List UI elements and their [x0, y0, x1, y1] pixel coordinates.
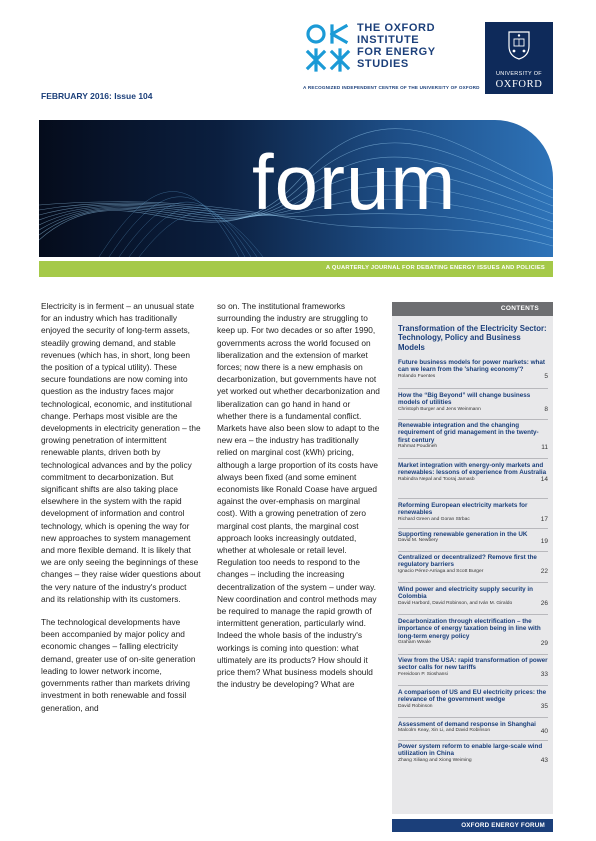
toc-author: David Robinson — [398, 703, 433, 709]
toc-item[interactable] — [398, 422, 548, 451]
university-of-label: UNIVERSITY OF — [496, 71, 542, 77]
toc-page: 29 — [540, 639, 548, 647]
issue-label: FEBRUARY 2016: Issue 104 — [41, 91, 153, 101]
oies-logo-icon — [304, 22, 352, 78]
toc-author: Rabindra Nepal and Tooraj Jamasb — [398, 476, 475, 482]
toc-author: Zhang Xiliang and Xiong Weiming — [398, 757, 472, 763]
contents-sidebar — [392, 302, 553, 814]
toc-author: Richard Green and Goran Strbac — [398, 516, 470, 522]
toc-page: 35 — [540, 703, 548, 711]
toc-page: 33 — [540, 671, 548, 679]
toc-page: 8 — [544, 406, 548, 414]
toc-divider — [398, 528, 548, 529]
toc-divider — [398, 654, 548, 655]
toc-title: Assessment of demand response in Shanghai — [398, 721, 536, 728]
toc-author: Fereidoon P. Sioshansi — [398, 671, 448, 677]
toc-title: Supporting renewable generation in the UK — [398, 531, 528, 538]
contents-label: CONTENTS — [392, 302, 553, 316]
footer-label: OXFORD ENERGY FORUM — [461, 822, 545, 829]
toc-divider — [398, 717, 548, 718]
toc-divider — [398, 419, 548, 420]
toc-item[interactable] — [398, 359, 548, 380]
institute-tagline: A RECOGNIZED INDEPENDENT CENTRE OF THE UNIVERSITY OF OXFORD — [303, 85, 480, 90]
toc-page: 26 — [540, 600, 548, 608]
toc-page: 43 — [540, 757, 548, 765]
institute-name-line: THE OXFORD — [357, 22, 436, 34]
toc-author: David Harbord, David Robinson, and Iván M. Giraldo — [398, 600, 513, 606]
toc-item[interactable] — [398, 586, 548, 607]
toc-divider — [398, 740, 548, 741]
toc-title: Renewable integration and the changing requirement of grid management in the twenty-first century — [398, 422, 539, 444]
toc-divider — [398, 685, 548, 686]
article-paragraph: The technological developments have been accompanied by major policy and economic changes – falling electricity demand, greater use of on-site generation leading to lower network income, governments rather than markets driving investment in both renewable and fossil generation, and — [41, 617, 196, 713]
article-column-1 — [41, 300, 201, 725]
article-column-2 — [217, 300, 380, 702]
toc-title: Market integration with energy-only markets and renewables: lessons of experience from Australia — [398, 462, 547, 477]
toc-divider — [398, 498, 548, 499]
journal-subtitle: A QUARTERLY JOURNAL FOR DEBATING ENERGY ISSUES AND POLICIES — [325, 265, 545, 271]
toc-title: A comparison of US and EU electricity prices: the relevance of the government wedge — [398, 689, 547, 704]
toc-author: Malcolm Keay, Xin Li, and David Robinson — [398, 728, 491, 734]
institute-name — [357, 22, 477, 70]
toc-author: Graham Weale — [398, 640, 431, 646]
university-crest-icon — [507, 30, 531, 60]
toc-divider — [398, 458, 548, 459]
toc-item[interactable] — [398, 721, 548, 735]
toc-divider — [398, 582, 548, 583]
toc-page: 40 — [540, 727, 548, 735]
toc-divider — [398, 388, 548, 389]
contents-heading: Transformation of the Electricity Sector: Technology, Policy and Business Models — [398, 324, 547, 352]
toc-item[interactable] — [398, 462, 548, 483]
article-paragraph: Electricity is in ferment – an unusual state for an industry which has traditionally enjoyed the security of long-term assets, steadily growing demand, and stable revenues (which has, in short, long been the position of a typical utility). These secure foundations are now coming into question as the industry faces major technological, economic, and institutional change. Perhaps most visible are the developments in electricity generation – the growing penetration of intermittent renewable plants, driven both by technological advances and by the policy commitment to decarbonization. But significant shifts are also taking place elsewhere in the system with the rapid development of information and control technology, which is opening the way for new approaches to system management and more flexible demand. It is likely that we are only seeing the beginnings of these changes – they raise wider questions about the very nature of the industry's product and its relationship with its customers. — [41, 301, 201, 604]
toc-title: How the “Big Beyond” will change business models of utilities — [398, 392, 531, 407]
toc-item[interactable] — [398, 689, 548, 710]
institute-name-line: FOR ENERGY — [357, 46, 436, 58]
toc-author: David M. Newbery — [398, 538, 438, 544]
toc-item[interactable] — [398, 392, 548, 413]
journal-subtitle-bar — [39, 261, 553, 277]
toc-item[interactable] — [398, 502, 548, 523]
toc-page: 22 — [540, 568, 548, 576]
university-name-label: OXFORD — [495, 79, 543, 90]
toc-page: 17 — [540, 516, 548, 524]
article-paragraph: so on. The institutional frameworks surrounding the industry are struggling to keep up. For two decades or so after 1990, governments across the world focused on liberalization and the extension of market forces; now there is a new emphasis on decarbonization, but governments have not yet worked out whether decarbonization and liberalization can go hand in hand or whether there is a fundamental conflict. Markets have also been slow to adapt to the new era – the industry has traditionally relied on marginal cost (kWh) pricing, although a large proportion of its costs have always been fixed (and some eminent economists like Ronald Coase have argued against the over-emphasis on marginal cost). With a growing penetration of zero marginal cost plants, the marginal cost approach looks increasingly outdated, whether at wholesale or retail level. Regulation too needs to respond to the changes – including the increasing decentralization of the system – under way. New coordination and control methods may be required to manage the rapid growth of intermittent generation, particularly wind. Indeed the whole basis of the industry's workings is coming into question: what ultimately are its products? How should it price them? What business models should the industry be developing? What are — [217, 301, 380, 690]
toc-title: Reforming European electricity markets for renewables — [398, 502, 528, 517]
toc-page: 19 — [540, 537, 548, 545]
toc-title: Power system reform to enable large-scale wind utilization in China — [398, 743, 543, 758]
toc-divider — [398, 551, 548, 552]
toc-title: Decarbonization through electrification – the importance of energy taxation being in line with long-term energy policy — [398, 618, 541, 640]
toc-title: View from the USA: rapid transformation of power sector calls for new tariffs — [398, 657, 548, 672]
toc-title: Wind power and electricity supply security in Colombia — [398, 586, 534, 601]
toc-title: Future business models for power markets: what can we learn from the 'sharing economy'? — [398, 359, 545, 374]
institute-name-line: STUDIES — [357, 58, 409, 70]
toc-item[interactable] — [398, 554, 548, 575]
institute-name-line: INSTITUTE — [357, 34, 420, 46]
toc-page: 5 — [544, 373, 548, 381]
toc-divider — [398, 614, 548, 615]
toc-author: Rolando Fuentes — [398, 373, 436, 379]
toc-item[interactable] — [398, 657, 548, 678]
toc-page: 14 — [540, 476, 548, 484]
toc-item[interactable] — [398, 743, 548, 764]
toc-page: 11 — [541, 443, 548, 451]
toc-author: Christoph Burger and Jens Weinmann — [398, 406, 481, 412]
toc-item[interactable] — [398, 618, 548, 647]
toc-author: Rahmat Poudineh — [398, 444, 438, 450]
university-logo — [485, 22, 553, 94]
toc-title: Centralized or decentralized? Remove first the regulatory barriers — [398, 554, 537, 569]
toc-author: Ignacio Pérez-Arriaga and Scott Burger — [398, 568, 484, 574]
journal-title: forum — [252, 138, 457, 226]
toc-item[interactable] — [398, 531, 548, 545]
footer-bar — [392, 819, 553, 832]
